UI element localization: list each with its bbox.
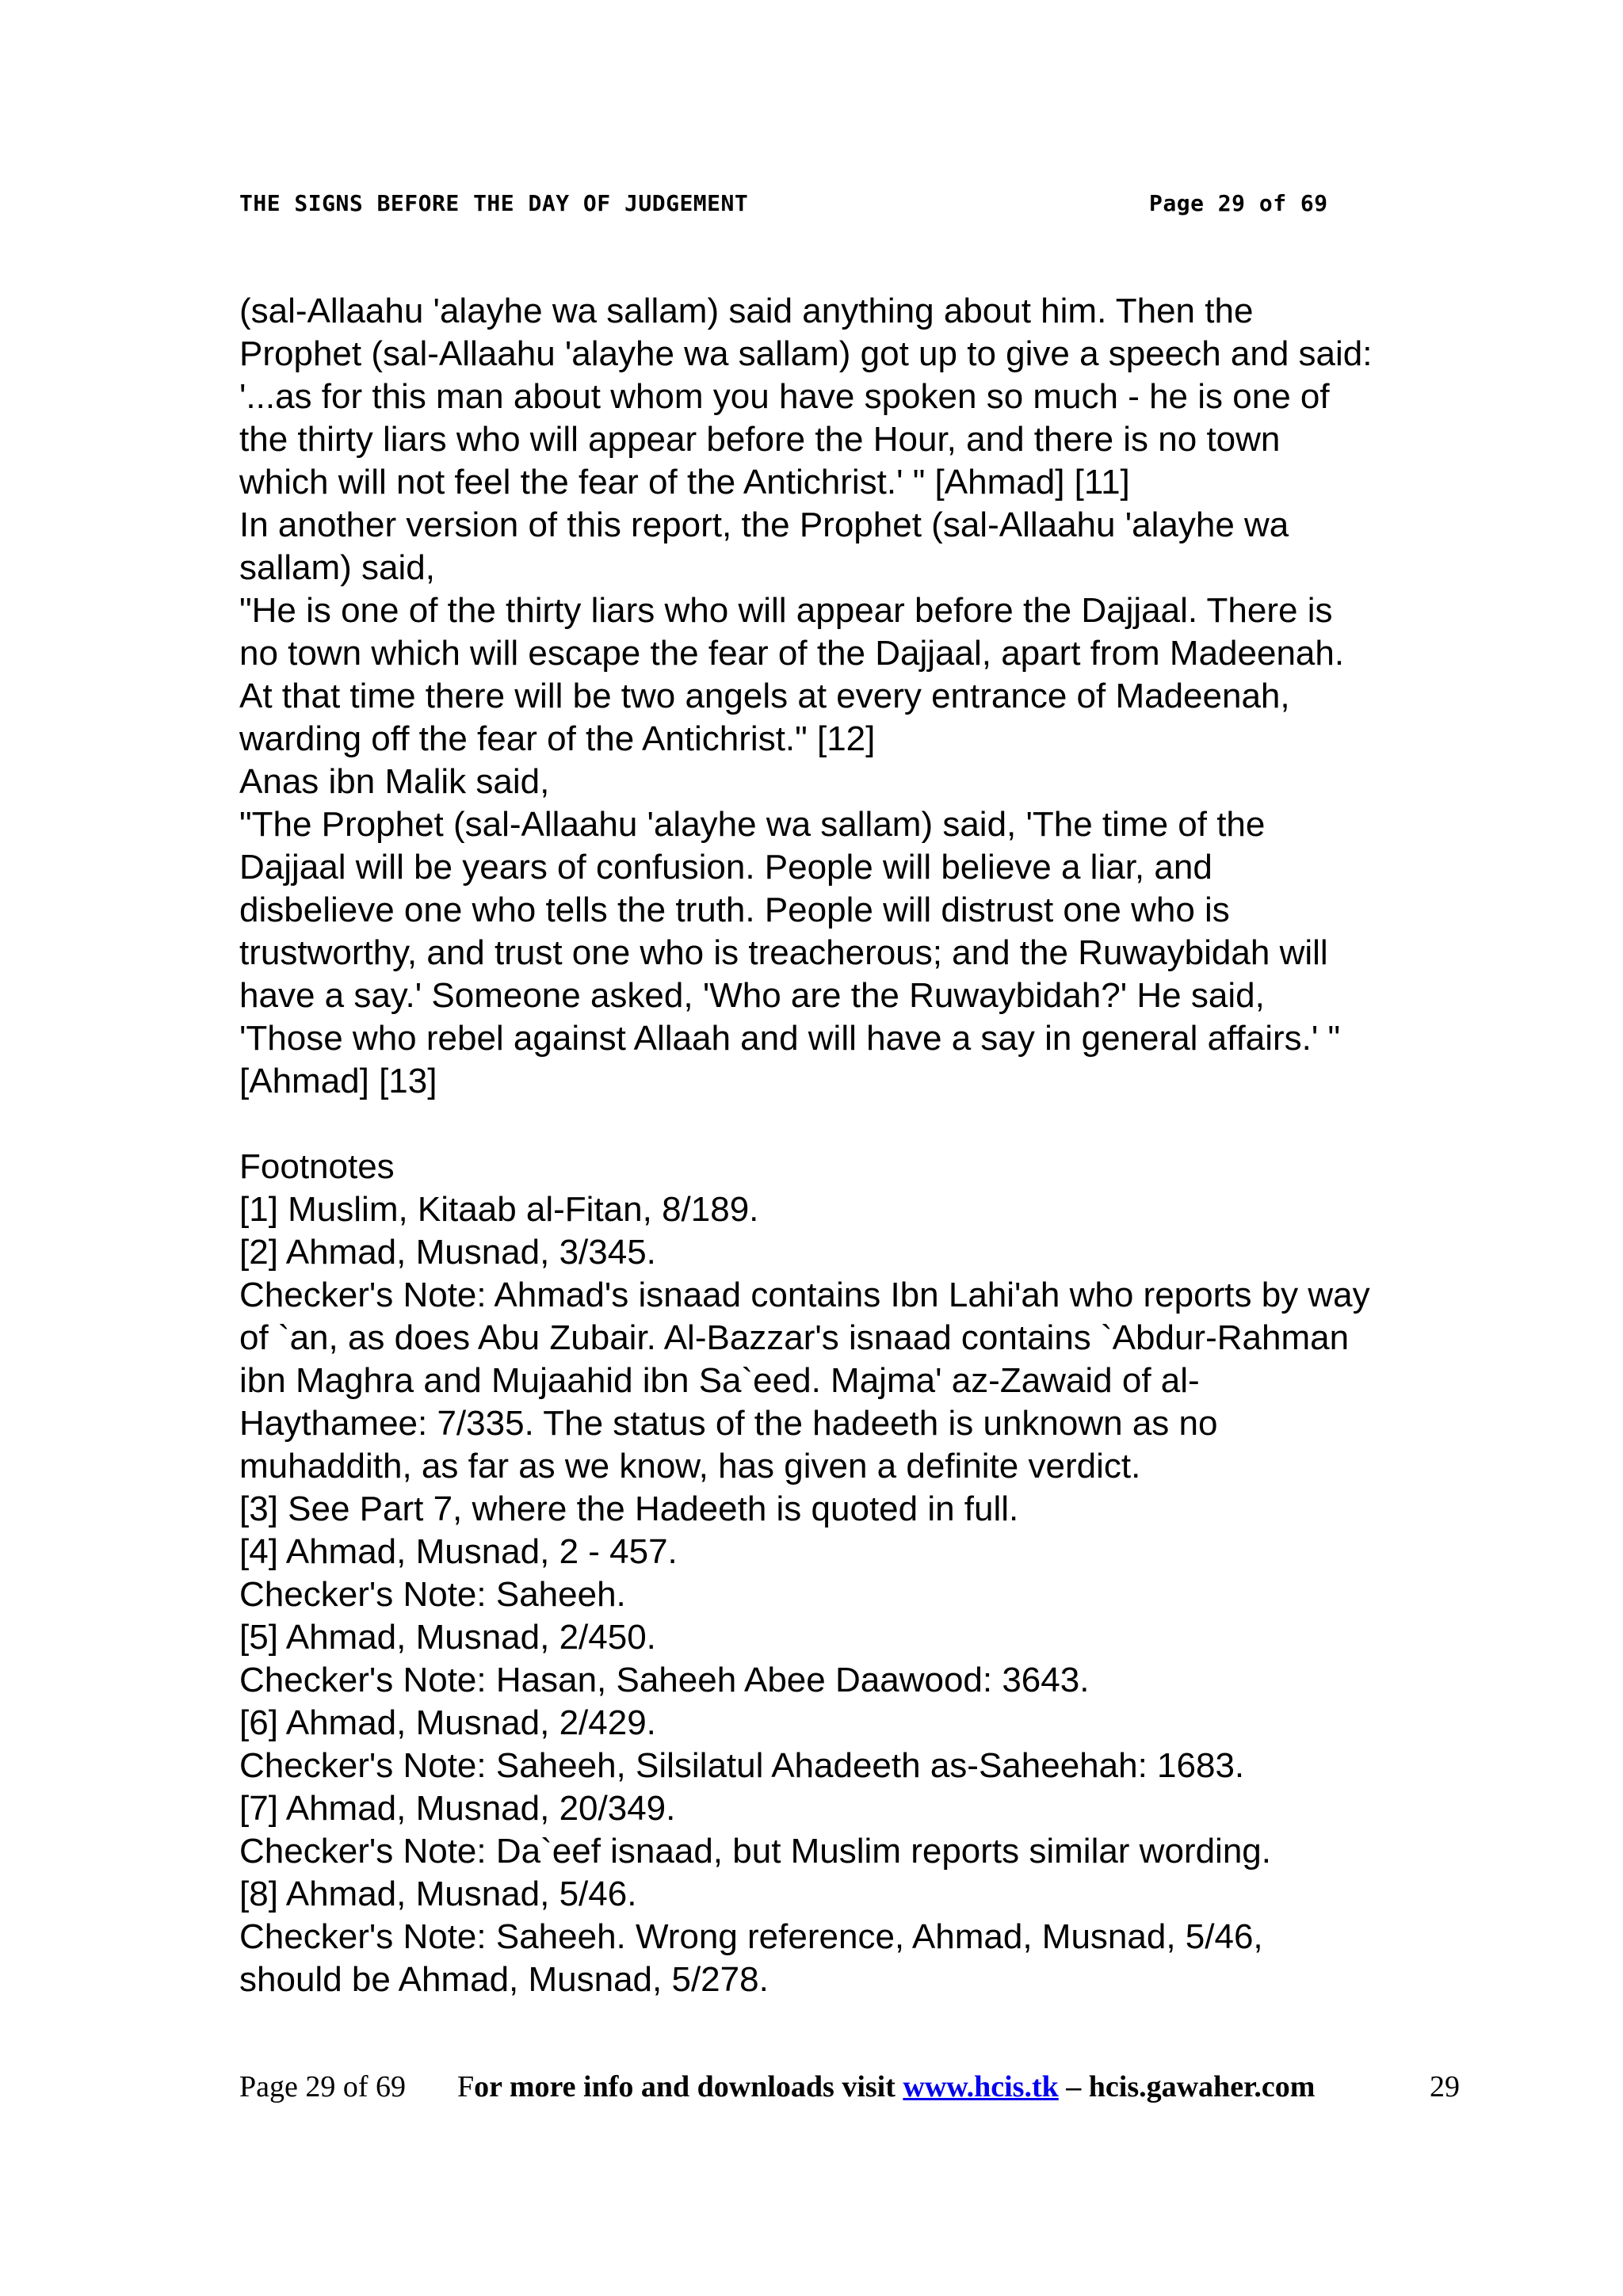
footer-promo (457, 2069, 1315, 2104)
footnote-line: [4] Ahmad, Musnad, 2 - 457. (239, 1532, 678, 1571)
body-line: Anas ibn Malik said, (239, 762, 550, 801)
page-header (239, 190, 1365, 222)
body-line: At that time there will be two angels at every entrance of Madeenah, (239, 677, 1290, 715)
body-line: '...as for this man about whom you have spoken so much - he is one of (239, 377, 1330, 416)
page-footer (239, 2069, 1460, 2109)
website-link[interactable]: www.hcis.tk (903, 2070, 1059, 2103)
body-line: trustworthy, and trust one who is treacherous; and the Ruwaybidah will (239, 933, 1328, 972)
body-line: (sal-Allaahu 'alayhe wa sallam) said anything about him. Then the (239, 292, 1254, 330)
body-line: 'Those who rebel against Allaah and will have a say in general affairs.' " (239, 1019, 1341, 1058)
footnote-line: Checker's Note: Ahmad's isnaad contains Ibn Lahi'ah who reports by way (239, 1276, 1370, 1314)
header-page-number: Page 29 of 69 (1149, 190, 1328, 216)
main-text (239, 290, 1476, 2001)
body-line: sallam) said, (239, 548, 435, 587)
body-line: the thirty liars who will appear before the Hour, and there is no town (239, 420, 1281, 459)
body-line: In another version of this report, the Prophet (sal-Allaahu 'alayhe wa (239, 505, 1289, 544)
footnote-line: [1] Muslim, Kitaab al-Fitan, 8/189. (239, 1190, 759, 1229)
footnote-line: should be Ahmad, Musnad, 5/278. (239, 1960, 769, 1999)
footnote-line: [2] Ahmad, Musnad, 3/345. (239, 1233, 656, 1272)
footnote-line: [3] See Part 7, where the Hadeeth is quoted in full. (239, 1489, 1019, 1528)
body-line: Prophet (sal-Allaahu 'alayhe wa sallam) got up to give a speech and said: (239, 334, 1373, 373)
footer-promo-tail: – hcis.gawaher.com (1058, 2070, 1316, 2103)
body-line: Dajjaal will be years of confusion. People will believe a liar, and (239, 848, 1212, 887)
body-line: "The Prophet (sal-Allaahu 'alayhe wa sallam) said, 'The time of the (239, 805, 1266, 844)
body-line: [Ahmad] [13] (239, 1062, 437, 1100)
document-title: THE SIGNS BEFORE THE DAY OF JUDGEMENT (239, 190, 749, 216)
body-line: which will not feel the fear of the Antichrist.' " [Ahmad] [11] (239, 463, 1130, 502)
body-line: no town which will escape the fear of the Dajjaal, apart from Madeenah. (239, 634, 1345, 673)
footnote-line: of `an, as does Abu Zubair. Al-Bazzar's isnaad contains `Abdur-Rahman (239, 1318, 1350, 1357)
footnote-line: Checker's Note: Da`eef isnaad, but Muslim reports similar wording. (239, 1832, 1271, 1871)
footnote-line: Checker's Note: Saheeh. (239, 1575, 626, 1614)
footnote-line: [7] Ahmad, Musnad, 20/349. (239, 1789, 676, 1828)
footer-promo-text: or more info and downloads visit (474, 2070, 903, 2103)
body-line: "He is one of the thirty liars who will appear before the Dajjaal. There is (239, 591, 1333, 630)
footnote-line: Checker's Note: Saheeh, Silsilatul Ahadeeth as-Saheehah: 1683. (239, 1746, 1245, 1785)
footnote-line: muhaddith, as far as we know, has given a definite verdict. (239, 1447, 1141, 1486)
body-line: have a say.' Someone asked, 'Who are the Ruwaybidah?' He said, (239, 976, 1265, 1015)
footer-page-label: Page 29 of 69 (239, 2070, 407, 2103)
body-line: warding off the fear of the Antichrist." [12] (239, 719, 876, 758)
body-line: disbelieve one who tells the truth. People will distrust one who is (239, 891, 1230, 929)
footnote-line: [6] Ahmad, Musnad, 2/429. (239, 1703, 656, 1742)
footnote-line: Checker's Note: Saheeh. Wrong reference, Ahmad, Musnad, 5/46, (239, 1917, 1263, 1956)
footer-page-number: 29 (1430, 2070, 1460, 2103)
footnote-line: Haythamee: 7/335. The status of the hadeeth is unknown as no (239, 1404, 1218, 1443)
paragraph-gap (239, 1103, 1476, 1146)
footer-promo-initial: F (457, 2070, 475, 2103)
footnote-line: Checker's Note: Hasan, Saheeh Abee Daawood: 3643. (239, 1661, 1090, 1699)
footnotes-heading: Footnotes (239, 1147, 395, 1186)
footnote-line: [8] Ahmad, Musnad, 5/46. (239, 1875, 637, 1913)
footnote-line: ibn Maghra and Mujaahid ibn Sa`eed. Majma' az-Zawaid of al- (239, 1361, 1200, 1400)
footnote-line: [5] Ahmad, Musnad, 2/450. (239, 1618, 656, 1657)
